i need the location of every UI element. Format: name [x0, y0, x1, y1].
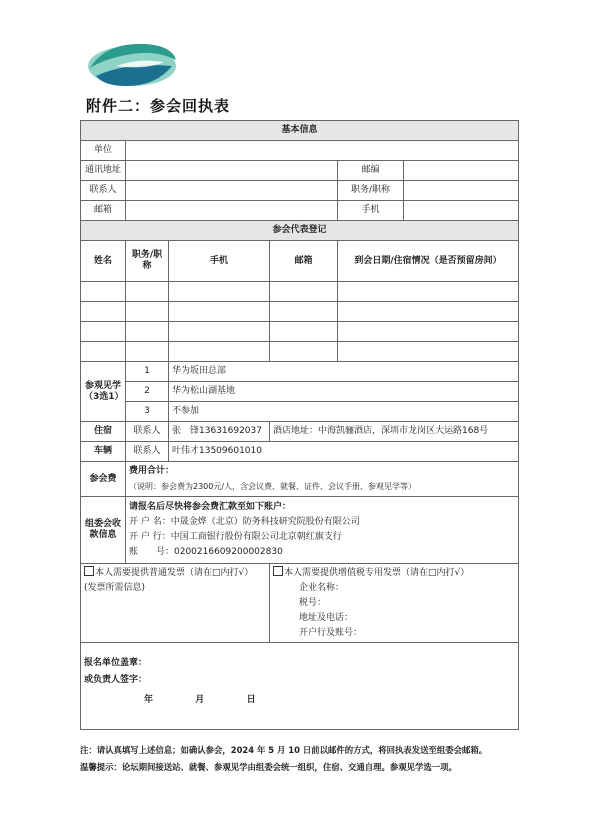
col-email: 邮箱 [270, 241, 338, 282]
lodging-contact-label: 联系人 [126, 422, 169, 442]
vehicle-contact: 叶伟才13509601010 [169, 442, 519, 462]
bank-account-number: 账 号：0200216609200002830 [129, 547, 283, 557]
registration-form [80, 120, 519, 730]
vat-field-address[interactable]: 地址及电话： [299, 613, 354, 623]
vehicle-label: 车辆 [81, 442, 126, 462]
rep-row[interactable] [81, 322, 519, 342]
normal-invoice-cell [81, 564, 270, 643]
document-title: 附件二：参会回执表 [86, 97, 231, 115]
reps-header: 参会代表登记 [81, 221, 519, 241]
address-field[interactable] [126, 161, 338, 181]
bank-intro: 请报名后尽快将参会费汇款至如下账户： [129, 502, 292, 512]
vehicle-contact-label: 联系人 [126, 442, 169, 462]
signature-label: 或负责人签字： [84, 675, 148, 685]
visit-option-1[interactable]: 华为坂田总部 [169, 362, 519, 382]
email-field[interactable] [126, 201, 338, 221]
basic-info-header: 基本信息 [81, 121, 519, 141]
email-label: 邮箱 [81, 201, 126, 221]
signature-cell [81, 643, 519, 730]
visit-option-2[interactable]: 华为松山湖基地 [169, 382, 519, 402]
bank-account-name: 开 户 名：中晟金烨（北京）防务科技研究院股份有限公司 [129, 517, 360, 527]
bank-name: 开 户 行：中国工商银行股份有限公司北京朝红旗支行 [129, 532, 342, 542]
rep-row[interactable] [81, 282, 519, 302]
seal-label: 报名单位盖章： [84, 658, 148, 668]
year-label: 年 [144, 695, 154, 705]
fee-total: 费用合计： [129, 466, 175, 476]
contact-field[interactable] [126, 181, 338, 201]
normal-invoice-checkbox[interactable] [84, 566, 94, 576]
lodging-label: 住宿 [81, 422, 126, 442]
vat-field-taxid[interactable]: 税号： [299, 598, 327, 608]
vat-invoice-checkbox[interactable] [273, 566, 283, 576]
visit-option-3[interactable]: 不参加 [169, 402, 519, 422]
month-label: 月 [195, 695, 205, 705]
bank-label: 组委会收款信息 [81, 497, 126, 564]
col-name: 姓名 [81, 241, 126, 282]
fee-note: （说明：参会费为2300元/人，含会议费、就餐、证件、会议手册、参观见学等） [129, 482, 417, 491]
visit-option-num: 1 [126, 362, 169, 382]
lodging-contact: 张 锋13631692037 [169, 422, 270, 442]
vat-invoice-label: 本人需要提供增值税专用发票（请在□内打√） [284, 568, 470, 578]
vat-field-bank[interactable]: 开户行及账号： [299, 628, 363, 638]
position-field[interactable] [404, 181, 519, 201]
notes [80, 742, 530, 776]
col-arrival: 到会日期/住宿情况（是否预留房间） [338, 241, 519, 282]
day-label: 日 [246, 695, 256, 705]
unit-field[interactable] [126, 141, 519, 161]
note-line-1: 注：请认真填写上述信息；如确认参会，2024 年 5 月 10 日前以邮件的方式，将回执表发送至组委会邮箱。 [80, 745, 488, 755]
postcode-field[interactable] [404, 161, 519, 181]
col-phone: 手机 [169, 241, 270, 282]
visit-label: 参观见学（3选1） [81, 362, 126, 422]
hotel-address: 酒店地址：中海凯骊酒店，深圳市龙岗区大运路168号 [270, 422, 519, 442]
vat-invoice-cell [270, 564, 519, 643]
position-label: 职务/职称 [338, 181, 404, 201]
postcode-label: 邮编 [338, 161, 404, 181]
vat-field-company[interactable]: 企业名称： [299, 583, 345, 593]
unit-label: 单位 [81, 141, 126, 161]
normal-invoice-label: 本人需要提供普通发票（请在□内打√） [95, 568, 254, 578]
rep-row[interactable] [81, 302, 519, 322]
address-label: 通讯地址 [81, 161, 126, 181]
phone-label: 手机 [338, 201, 404, 221]
organization-logo [86, 36, 178, 88]
fee-label: 参会费 [81, 462, 126, 497]
normal-invoice-note: (发票所需信息) [84, 583, 146, 593]
note-line-2: 温馨提示：论坛期间接送站、就餐、参观见学由组委会统一组织，住宿、交通自理。参观见学选一项。 [80, 762, 457, 772]
visit-option-num: 3 [126, 402, 169, 422]
col-position: 职务/职称 [126, 241, 169, 282]
phone-field[interactable] [404, 201, 519, 221]
visit-option-num: 2 [126, 382, 169, 402]
contact-label: 联系人 [81, 181, 126, 201]
rep-row[interactable] [81, 342, 519, 362]
